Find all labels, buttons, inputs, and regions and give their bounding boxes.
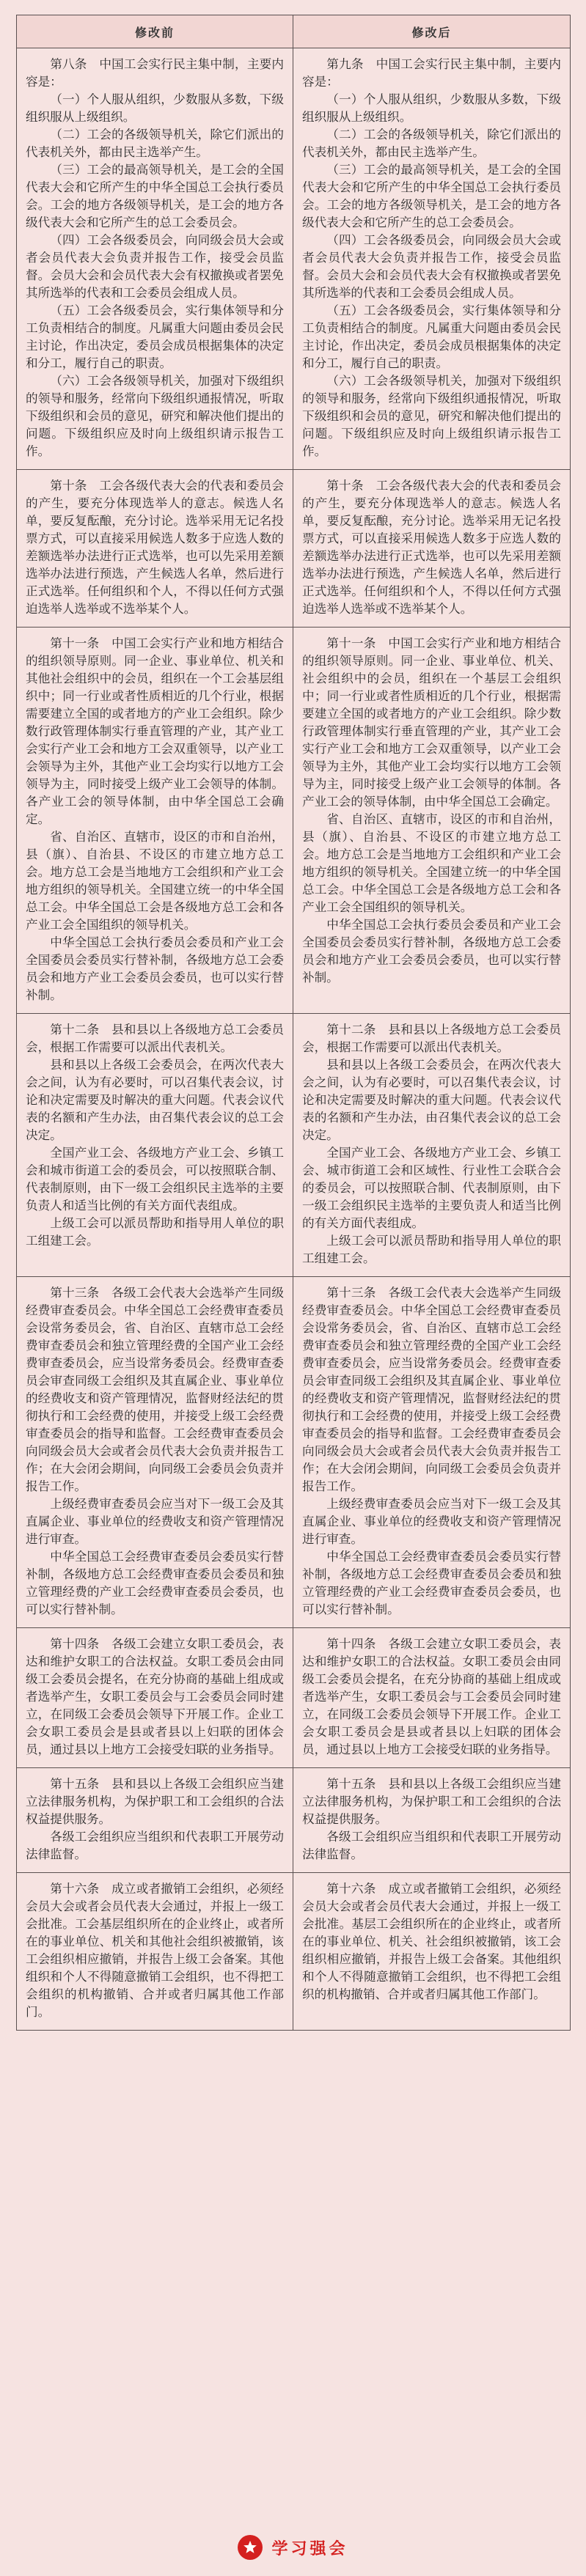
clause-paragraph: （三）工会的最高领导机关，是工会的全国代表大会和它所产生的中华全国总工会执行委员会。工会的地方各级领导机关，是工会的地方各级代表大会和它所产生的总工会委员会。 [302,163,561,229]
table-row [17,1768,571,1873]
star-icon [242,2539,258,2555]
clause-paragraph: 县和县以上各级工会委员会，在两次代表大会之间，认为有必要时，可以召集代表会议，讨论和决定需要及时解决的重大问题。代表会议代表的名额和产生办法，由召集代表会议的总工会决定。 [26,1058,284,1142]
clause-paragraph: 第十四条 各级工会建立女职工委员会，表达和维护女职工的合法权益。女职工委员会由同级工会委员会提名，在充分协商的基础上组成或者选举产生，女职工委员会与工会委员会同时建立，在同级工会委员会领导下开展工作。企业工会女职工委员会是县或者县以上妇联的团体会员，通过县以上地方工会接受妇联的业务指导。 [302,1637,561,1756]
clause-paragraph: 第十二条 县和县以上各级地方总工会委员会，根据工作需要可以派出代表机关。 [302,1023,561,1054]
clause-paragraph: （一）个人服从组织，少数服从多数，下级组织服从上级组织。 [302,92,561,124]
clause-paragraph: 上级经费审查委员会应当对下一级工会及其直属企业、事业单位的经费收支和资产管理情况进行审查。 [302,1497,561,1546]
before-cell [17,628,293,1014]
clause-paragraph: （五）工会各级委员会，实行集体领导和分工负责相结合的制度。凡属重大问题由委员会民主讨论，作出决定，委员会成员根据集体的决定和分工，履行自己的职责。 [26,303,284,370]
before-cell [17,1628,293,1768]
clause-paragraph: （一）个人服从组织，少数服从多数，下级组织服从上级组织。 [26,92,284,124]
star-badge-icon [238,2535,263,2560]
clause-paragraph: 中华全国总工会执行委员会委员和产业工会全国委员会委员实行替补制，各级地方总工会委员会和地方产业工会委员会委员，也可以实行替补制。 [302,918,561,985]
clause-paragraph: 第十一条 中国工会实行产业和地方相结合的组织领导原则。同一企业、事业单位、机关、社会组织中的会员，组织在一个基层工会组织中；同一行业或者性质相近的几个行业，根据需要建立全国的或者地方的产业工会组织。除少数行政管理体制实行垂直管理的产业，其产业工会实行产业工会和地方工会双重领导，以产业工会领导为主外，其他产业工会均实行以地方工会领导为主，同时接受上级产业工会领导的体制。各产业工会的领导体制，由中华全国总工会确定。 [302,636,561,809]
clause-paragraph: 中华全国总工会经费审查委员会委员实行替补制，各级地方总工会经费审查委员会委员和独立管理经费的产业工会经费审查委员会委员，也可以实行替补制。 [302,1550,561,1616]
table-row [17,1014,571,1277]
clause-paragraph: 省、自治区、直辖市，设区的市和自治州，县（旗）、自治县、不设区的市建立地方总工会。地方总工会是当地地方工会组织和产业工会地方组织的领导机关。全国建立统一的中华全国总工会。中华全国总工会是各级地方总工会和各产业工会全国组织的领导机关。 [302,812,561,914]
clause-paragraph: 县和县以上各级工会委员会，在两次代表大会之间，认为有必要时，可以召集代表会议，讨论和决定需要及时解决的重大问题。代表会议代表的名额和产生办法，由召集代表会议的总工会决定。 [302,1058,561,1142]
clause-paragraph: 省、自治区、直辖市，设区的市和自治州，县（旗）、自治县、不设区的市建立地方总工会。地方总工会是当地地方工会组织和产业工会地方组织的领导机关。全国建立统一的中华全国总工会。中华全国总工会是各级地方总工会和各产业工会全国组织的领导机关。 [26,830,284,932]
clause-paragraph: 第十五条 县和县以上各级工会组织应当建立法律服务机构，为保护职工和工会组织的合法权益提供服务。 [26,1777,284,1826]
clause-paragraph: 第十一条 中国工会实行产业和地方相结合的组织领导原则。同一企业、事业单位、机关和其他社会组织中的会员，组织在一个工会基层组织中；同一行业或者性质相近的几个行业，根据需要建立全国的或者地方的产业工会组织。除少数行政管理体制实行垂直管理的产业，其产业工会实行产业工会和地方工会双重领导，以产业工会领导为主外，其他产业工会均实行以地方工会领导为主，同时接受上级产业工会领导的体制。各产业工会的领导体制，由中华全国总工会确定。 [26,636,284,826]
before-cell [17,1768,293,1873]
after-cell [293,470,571,628]
before-cell [17,48,293,470]
after-cell [293,1873,571,2031]
clause-paragraph: （六）工会各级领导机关，加强对下级组织的领导和服务，经常向下级组织通报情况，听取下级组织和会员的意见，研究和解决他们提出的问题。下级组织应及时向上级组织请示报告工作。 [26,374,284,458]
clause-paragraph: 各级工会组织应当组织和代表职工开展劳动法律监督。 [302,1830,561,1861]
table-body [17,48,571,2031]
clause-paragraph: 第十四条 各级工会建立女职工委员会，表达和维护女职工的合法权益。女职工委员会由同级工会委员会提名，在充分协商的基础上组成或者选举产生，女职工委员会与工会委员会同时建立，在同级工会委员会领导下开展工作。企业工会女职工委员会是县或者县以上妇联的团体会员，通过县以上地方工会接受妇联的业务指导。 [26,1637,284,1756]
clause-paragraph: 第十六条 成立或者撤销工会组织，必须经会员大会或者会员代表大会通过，并报上一级工会批准。基层工会组织所在的企业终止，或者所在的事业单位、机关、社会组织被撤销，该工会组织相应撤销，并报告上级工会备案。其他组织和个人不得随意撤销工会组织，也不得把工会组织的机构撤销、合并或者归属其他工作部门。 [302,1882,561,2001]
clause-paragraph: 第十三条 各级工会代表大会选举产生同级经费审查委员会。中华全国总工会经费审查委员会设常务委员会，省、自治区、直辖市总工会经费审查委员会和独立管理经费的全国产业工会经费审查委员会，应当设常务委员会。经费审查委员会审查同级工会组织及其直属企业、事业单位的经费收支和资产管理情况，监督财经法纪的贯彻执行和工会经费的使用，并接受上级工会经费审查委员会的指导和监督。工会经费审查委员会向同级会员大会或者会员代表大会负责并报告工作；在大会闭会期间，向同级工会委员会负责并报告工作。 [302,1286,561,1493]
after-cell [293,1277,571,1628]
clause-paragraph: 第八条 中国工会实行民主集中制，主要内容是： [26,57,284,89]
footer [0,2535,586,2560]
clause-paragraph: （四）工会各级委员会，向同级会员大会或者会员代表大会负责并报告工作，接受会员监督。会员大会和会员代表大会有权撤换或者罢免其所选举的代表和工会委员会组成人员。 [26,233,284,300]
clause-paragraph: 中华全国总工会经费审查委员会委员实行替补制，各级地方总工会经费审查委员会委员和独立管理经费的产业工会经费审查委员会委员，也可以实行替补制。 [26,1550,284,1616]
clause-paragraph: 全国产业工会、各级地方产业工会、乡镇工会和城市街道工会的委员会，可以按照联合制、代表制原则，由下一级工会组织民主选举的主要负责人和适当比例的有关方面代表组成。 [26,1146,284,1212]
table-row [17,628,571,1014]
after-cell [293,1014,571,1277]
clause-paragraph: 第九条 中国工会实行民主集中制，主要内容是： [302,57,561,89]
clause-paragraph: （六）工会各级领导机关，加强对下级组织的领导和服务，经常向下级组织通报情况，听取下级组织和会员的意见，研究和解决他们提出的问题。下级组织应及时向上级组织请示报告工作。 [302,374,561,458]
table-row [17,1628,571,1768]
before-cell [17,1873,293,2031]
clause-paragraph: 第十五条 县和县以上各级工会组织应当建立法律服务机构，为保护职工和工会组织的合法权益提供服务。 [302,1777,561,1826]
clause-paragraph: 第十三条 各级工会代表大会选举产生同级经费审查委员会。中华全国总工会经费审查委员会设常务委员会，省、自治区、直辖市总工会经费审查委员会和独立管理经费的全国产业工会经费审查委员会，应当设常务委员会。经费审查委员会审查同级工会组织及其直属企业、事业单位的经费收支和资产管理情况，监督财经法纪的贯彻执行和工会经费的使用，并接受上级工会经费审查委员会的指导和监督。工会经费审查委员会向同级会员大会或者会员代表大会负责并报告工作；在大会闭会期间，向同级工会委员会负责并报告工作。 [26,1286,284,1493]
clause-paragraph: （二）工会的各级领导机关，除它们派出的代表机关外，都由民主选举产生。 [302,128,561,159]
clause-paragraph: 上级经费审查委员会应当对下一级工会及其直属企业、事业单位的经费收支和资产管理情况进行审查。 [26,1497,284,1546]
comparison-table-wrap [16,15,570,2031]
after-cell [293,1768,571,1873]
clause-paragraph: 上级工会可以派员帮助和指导用人单位的职工组建工会。 [26,1216,284,1248]
before-cell [17,470,293,628]
before-cell [17,1014,293,1277]
after-cell [293,1628,571,1768]
after-cell [293,628,571,1014]
table-row [17,48,571,470]
clause-paragraph: （二）工会的各级领导机关，除它们派出的代表机关外，都由民主选举产生。 [26,128,284,159]
before-cell [17,1277,293,1628]
clause-paragraph: 中华全国总工会执行委员会委员和产业工会全国委员会委员实行替补制，各级地方总工会委员会和地方产业工会委员会委员，也可以实行替补制。 [26,935,284,1002]
brand-name: 学习强会 [271,2539,348,2558]
table-row [17,1277,571,1628]
clause-paragraph: 第十二条 县和县以上各级地方总工会委员会，根据工作需要可以派出代表机关。 [26,1023,284,1054]
clause-paragraph: 上级工会可以派员帮助和指导用人单位的职工组建工会。 [302,1234,561,1265]
clause-paragraph: 第十条 工会各级代表大会的代表和委员会的产生，要充分体现选举人的意志。候选人名单，要反复酝酿，充分讨论。选举采用无记名投票方式，可以直接采用候选人数多于应选人数的差额选举办法进行正式选举，也可以先采用差额选举办法进行预选，产生候选人名单，然后进行正式选举。任何组织和个人，不得以任何方式强迫选举人选举或不选举某个人。 [26,479,284,616]
clause-paragraph: 第十六条 成立或者撤销工会组织，必须经会员大会或者会员代表大会通过，并报上一级工会批准。工会基层组织所在的企业终止，或者所在的事业单位、机关和其他社会组织被撤销，该工会组织相应撤销，并报告上级工会备案。其他组织和个人不得随意撤销工会组织，也不得把工会组织的机构撤销、合并或者归属其他工作部门。 [26,1882,284,2019]
table-row [17,470,571,628]
header-before: 修改前 [17,15,293,48]
table-row [17,1873,571,2031]
clause-paragraph: （三）工会的最高领导机关，是工会的全国代表大会和它所产生的中华全国总工会执行委员会。工会的地方各级领导机关，是工会的地方各级代表大会和它所产生的总工会委员会。 [26,163,284,229]
clause-paragraph: 第十条 工会各级代表大会的代表和委员会的产生，要充分体现选举人的意志。候选人名单，要反复酝酿，充分讨论。选举采用无记名投票方式，可以直接采用候选人数多于应选人数的差额选举办法进行正式选举，也可以先采用差额选举办法进行预选，产生候选人名单，然后进行正式选举。任何组织和个人，不得以任何方式强迫选举人选举或不选举某个人。 [302,479,561,616]
clause-paragraph: （五）工会各级委员会，实行集体领导和分工负责相结合的制度。凡属重大问题由委员会民主讨论，作出决定，委员会成员根据集体的决定和分工，履行自己的职责。 [302,303,561,370]
after-cell [293,48,571,470]
clause-paragraph: （四）工会各级委员会，向同级会员大会或者会员代表大会负责并报告工作，接受会员监督。会员大会和会员代表大会有权撤换或者罢免其所选举的代表和工会委员会组成人员。 [302,233,561,300]
header-row [17,15,571,48]
clause-paragraph: 各级工会组织应当组织和代表职工开展劳动法律监督。 [26,1830,284,1861]
header-after: 修改后 [293,15,571,48]
clause-paragraph: 全国产业工会、各级地方产业工会、乡镇工会、城市街道工会和区域性、行业性工会联合会的委员会，可以按照联合制、代表制原则，由下一级工会组织民主选举的主要负责人和适当比例的有关方面代表组成。 [302,1146,561,1230]
comparison-table [16,15,571,2031]
